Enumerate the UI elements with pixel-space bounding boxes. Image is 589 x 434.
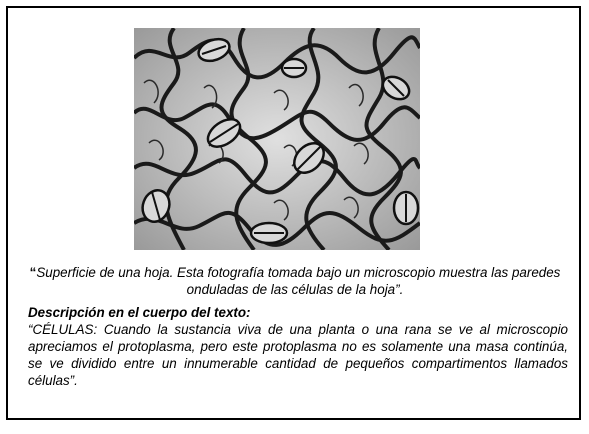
description-title: Descripción en el cuerpo del texto:	[28, 305, 251, 320]
description-body: “CÉLULAS: Cuando la sustancia viva de una planta o una rana se ve al microscopio apreciamos el protoplasma, pero este protoplasma no es solamente una masa continúa, se ve dividido entre un innumerable cantidad de pequeños compartimentos llamados células”.	[28, 322, 568, 388]
caption-text: Superficie de una hoja. Esta fotografía tomada bajo un microscopio muestra las paredes onduladas de las células de la hoja”.	[36, 265, 561, 297]
figure-caption	[20, 264, 570, 298]
leaf-epidermis-micrograph-icon	[134, 28, 420, 250]
document-frame	[6, 6, 581, 420]
caption-open-quote: “	[29, 265, 37, 280]
leaf-micrograph-image	[134, 28, 420, 250]
